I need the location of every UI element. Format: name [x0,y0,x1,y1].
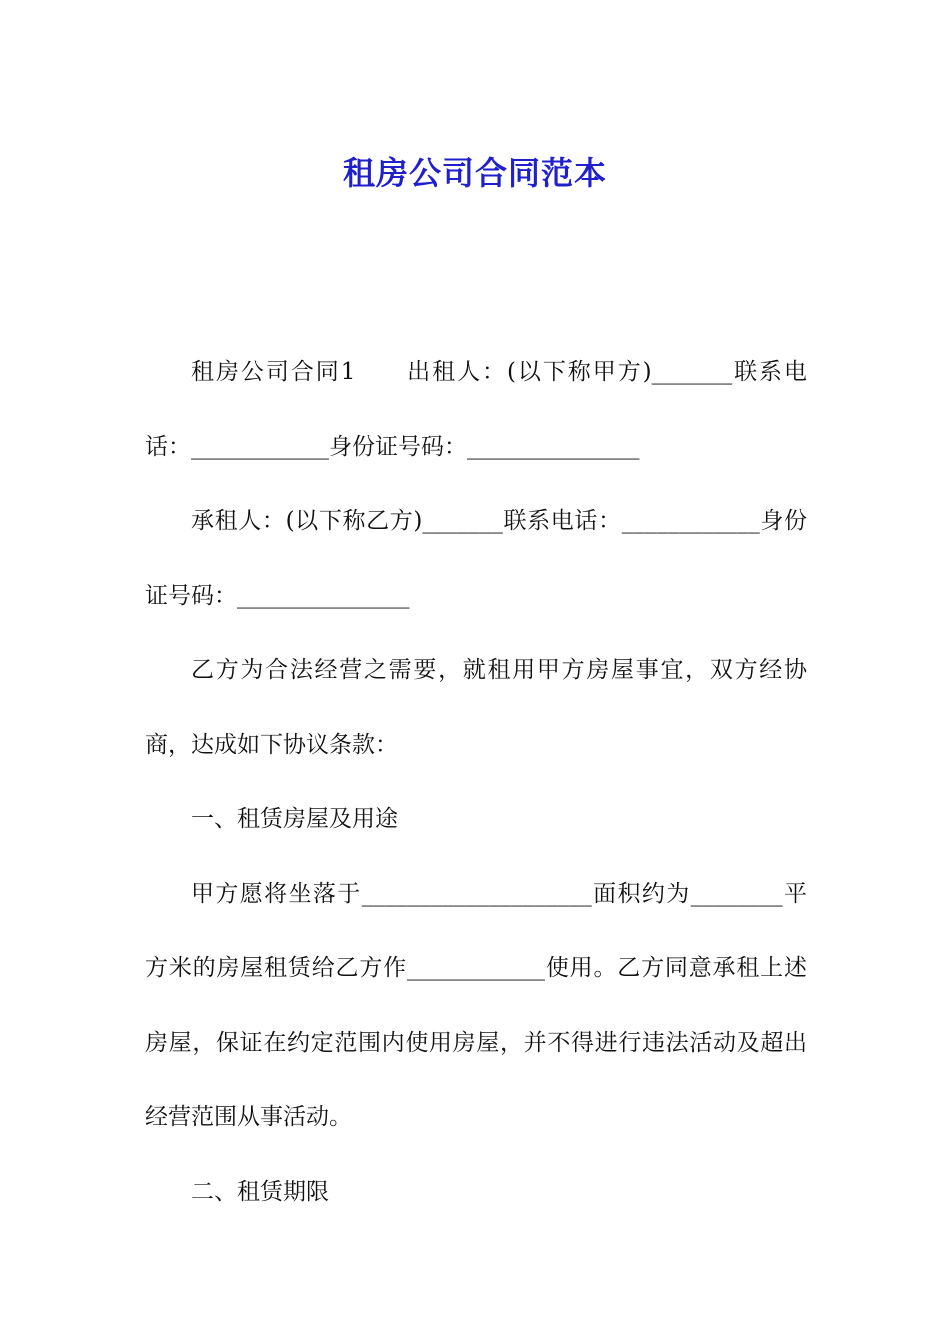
section-heading-lease-property: 一、租赁房屋及用途 [191,806,398,832]
agreement-preamble-paragraph: 乙方为合法经营之需要，就租用甲方房屋事宜，双方经协商，达成如下协议条款： [145,657,807,758]
document-title: 租房公司合同范本 [342,154,607,193]
lessee-info-paragraph: 承租人：(以下称乙方)_______联系电话：____________身份证号码：_______________ [145,508,807,609]
lease-property-paragraph: 甲方愿将坐落于____________________面积约为________平方米的房屋租赁给乙方作____________使用。乙方同意承租上述房屋，保证在约定范围内使用房屋，并不得进行违法活动及超出经营范围从事活动。 [145,880,807,1130]
section-heading-lease-term: 二、租赁期限 [191,1178,329,1205]
lessor-info-paragraph: 租房公司合同1 出租人：(以下称甲方)_______联系电话：____________身份证号码：_______________ [145,359,807,460]
document-body [145,335,807,1229]
